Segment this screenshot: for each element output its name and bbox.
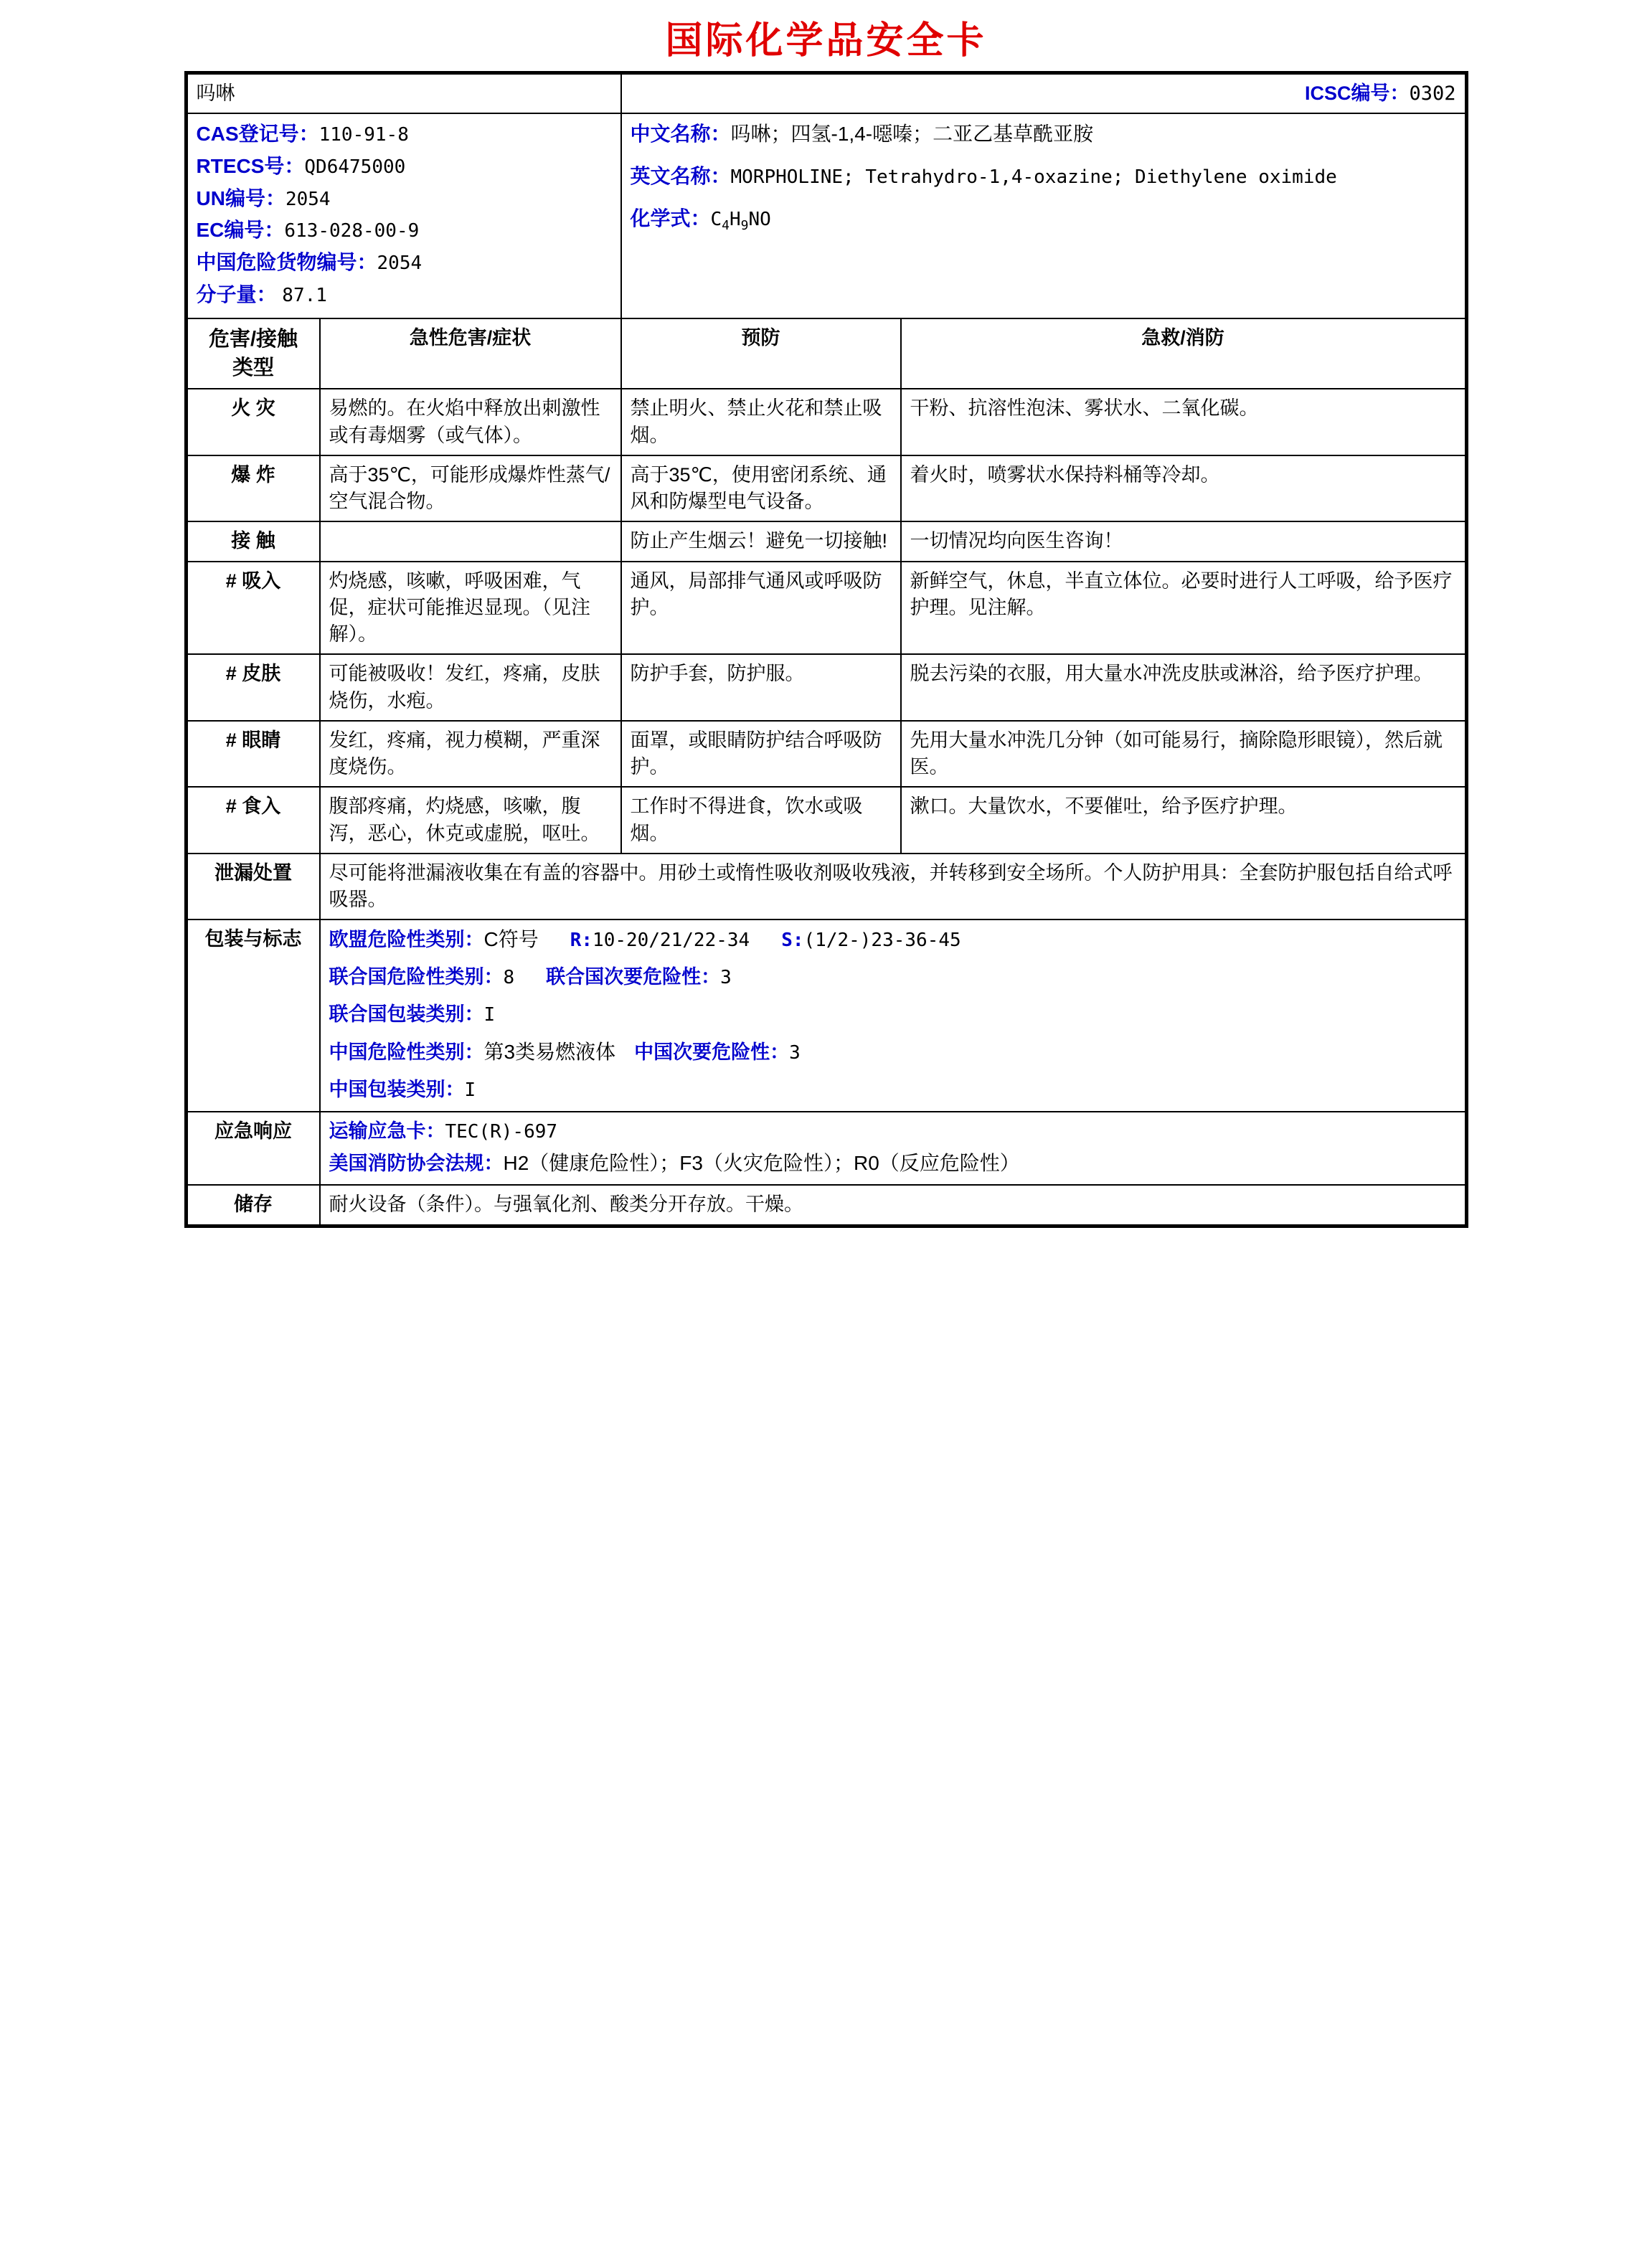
table-row bbox=[187, 787, 1465, 854]
english-name-label: 英文名称： bbox=[630, 164, 731, 187]
packaging-line-un bbox=[329, 964, 1456, 991]
rtecs-row bbox=[197, 152, 612, 181]
cell-emergency bbox=[320, 1112, 1465, 1186]
cn-subrisk-value: 3 bbox=[789, 1042, 801, 1064]
molecular-weight-value: 87.1 bbox=[282, 284, 327, 306]
china-dangerous-goods-value: 2054 bbox=[377, 252, 423, 274]
packaging-row bbox=[187, 920, 1465, 1111]
row-label-storage: 储存 bbox=[187, 1185, 320, 1224]
cell-explosion-prevention: 高于35℃，使用密闭系统、通风和防爆型电气设备。 bbox=[621, 455, 901, 522]
icsc-number: 0302 bbox=[1409, 82, 1456, 105]
table-row bbox=[187, 721, 1465, 788]
row-label-fire: 火 灾 bbox=[187, 389, 320, 455]
row-label-exposure: 接 触 bbox=[187, 521, 320, 561]
cell-ingestion-acute: 腹部疼痛，灼烧感，咳嗽，腹泻，恶心，休克或虚脱，呕吐。 bbox=[320, 787, 621, 854]
col-header-type-line1: 危害/接触 bbox=[208, 328, 298, 351]
eu-class-value: C符号 bbox=[483, 928, 539, 951]
cell-exposure-prevention: 防止产生烟云！避免一切接触! bbox=[621, 521, 901, 561]
tec-value: TEC(R)-697 bbox=[445, 1120, 558, 1143]
emergency-line-tec bbox=[329, 1118, 1456, 1145]
cell-skin-firstaid: 脱去污染的衣服，用大量水冲洗皮肤或淋浴，给予医疗护理。 bbox=[901, 654, 1465, 721]
formula-row bbox=[631, 204, 1456, 235]
storage-row bbox=[187, 1185, 1465, 1224]
cell-inhalation-acute: 灼烧感，咳嗽，呼吸困难，气促，症状可能推迟显现。（见注解）。 bbox=[320, 562, 621, 655]
emergency-row bbox=[187, 1112, 1465, 1186]
row-label-packaging: 包装与标志 bbox=[187, 920, 320, 1111]
cell-ingestion-firstaid: 漱口。大量饮水，不要催吐，给予医疗护理。 bbox=[901, 787, 1465, 854]
eu-s-value: (1/2-)23-36-45 bbox=[803, 930, 961, 952]
china-dangerous-goods-label: 中国危险货物编号： bbox=[196, 251, 377, 273]
packaging-line-un-group bbox=[329, 1001, 1456, 1029]
cell-inhalation-firstaid: 新鲜空气，休息，半直立体位。必要时进行人工呼吸，给予医疗护理。见注解。 bbox=[901, 562, 1465, 655]
nfpa-value: H2（健康危险性）；F3（火灾危险性）；R0（反应危险性） bbox=[503, 1151, 1020, 1174]
ec-row bbox=[197, 216, 612, 245]
row-label-explosion: 爆 炸 bbox=[187, 455, 320, 522]
un-row bbox=[197, 184, 612, 214]
cell-eyes-prevention: 面罩，或眼睛防护结合呼吸防护。 bbox=[621, 721, 901, 788]
cell-explosion-firstaid: 着火时，喷雾状水保持料桶等冷却。 bbox=[901, 455, 1465, 522]
chinese-name-value: 吗啉；四氢-1,4-噁嗪；二亚乙基草酰亚胺 bbox=[730, 123, 1094, 146]
row-label-emergency: 应急响应 bbox=[187, 1112, 320, 1186]
cell-fire-firstaid: 干粉、抗溶性泡沫、雾状水、二氧化碳。 bbox=[901, 389, 1465, 455]
table-row bbox=[187, 521, 1465, 561]
un-class-value: 8 bbox=[503, 967, 515, 989]
eu-r-label: R: bbox=[570, 930, 593, 952]
cell-fire-prevention: 禁止明火、禁止火花和禁止吸烟。 bbox=[621, 389, 901, 455]
china-dangerous-goods-row bbox=[197, 248, 612, 278]
packaging-line-cn-group bbox=[329, 1077, 1456, 1104]
rtecs-value: QD6475000 bbox=[304, 156, 406, 178]
cell-exposure-firstaid: 一切情况均向医生咨询！ bbox=[901, 521, 1465, 561]
formula-label: 化学式： bbox=[630, 207, 711, 230]
row-label-skin: # 皮肤 bbox=[187, 654, 320, 721]
emergency-line-nfpa bbox=[329, 1150, 1456, 1178]
un-packgroup-value: I bbox=[483, 1004, 496, 1026]
cell-eyes-acute: 发红，疼痛，视力模糊，严重深度烧伤。 bbox=[320, 721, 621, 788]
cell-inhalation-prevention: 通风，局部排气通风或呼吸防护。 bbox=[621, 562, 901, 655]
page-title: 国际化学品安全卡 bbox=[665, 19, 987, 62]
identification-row bbox=[187, 113, 1465, 318]
col-header-firstaid: 急救/消防 bbox=[901, 318, 1465, 389]
cell-storage-text: 耐火设备（条件）。与强氧化剂、酸类分开存放。干燥。 bbox=[320, 1185, 1465, 1224]
cell-fire-acute: 易燃的。在火焰中释放出刺激性或有毒烟雾（或气体）。 bbox=[320, 389, 621, 455]
nfpa-label: 美国消防协会法规： bbox=[329, 1152, 504, 1174]
cell-ingestion-prevention: 工作时不得进食，饮水或吸烟。 bbox=[621, 787, 901, 854]
english-name-row bbox=[631, 162, 1456, 192]
eu-r-value: 10-20/21/22-34 bbox=[593, 930, 750, 952]
col-header-prevention: 预防 bbox=[621, 318, 901, 389]
molecular-weight-row bbox=[197, 280, 612, 310]
cell-skin-prevention: 防护手套，防护服。 bbox=[621, 654, 901, 721]
row-label-eyes: # 眼睛 bbox=[187, 721, 320, 788]
cn-subrisk-label: 中国次要危险性： bbox=[634, 1041, 790, 1064]
table-row bbox=[187, 455, 1465, 522]
cn-packgroup-label: 中国包装类别： bbox=[329, 1078, 465, 1100]
un-packgroup-label: 联合国包装类别： bbox=[329, 1003, 484, 1026]
substance-name: 吗啉 bbox=[187, 74, 621, 113]
un-class-label: 联合国危险性类别： bbox=[329, 966, 504, 988]
rtecs-label: RTECS号： bbox=[196, 154, 305, 177]
ec-value: 613-028-00-9 bbox=[284, 220, 420, 242]
cell-explosion-acute: 高于35℃，可能形成爆炸性蒸气/空气混合物。 bbox=[320, 455, 621, 522]
cn-class-label: 中国危险性类别： bbox=[329, 1041, 484, 1064]
un-subrisk-label: 联合国次要危险性： bbox=[546, 966, 721, 988]
column-header-row bbox=[187, 318, 1465, 389]
spill-row bbox=[187, 854, 1465, 920]
eu-class-label: 欧盟危险性类别： bbox=[329, 929, 484, 951]
cell-spill-text: 尽可能将泄漏液收集在有盖的容器中。用砂土或惰性吸收剂吸收残液，并转移到安全场所。个人防护用具：全套防护服包括自给式呼吸器。 bbox=[320, 854, 1465, 920]
cn-packgroup-value: I bbox=[464, 1079, 476, 1101]
eu-s-label: S: bbox=[781, 930, 804, 952]
table-row bbox=[187, 654, 1465, 721]
cell-exposure-acute bbox=[320, 521, 621, 561]
ec-label: EC编号： bbox=[196, 219, 285, 242]
icsc-label: ICSC编号： bbox=[1304, 82, 1410, 104]
header-row bbox=[187, 74, 1465, 113]
un-label: UN编号： bbox=[196, 186, 285, 209]
row-label-spill: 泄漏处置 bbox=[187, 854, 320, 920]
packaging-line-cn bbox=[329, 1039, 1456, 1067]
row-label-ingestion: # 食入 bbox=[187, 787, 320, 854]
cell-eyes-firstaid: 先用大量水冲洗几分钟（如可能易行，摘除隐形眼镜），然后就医。 bbox=[901, 721, 1465, 788]
chinese-name-row bbox=[631, 120, 1456, 149]
cas-row bbox=[197, 120, 612, 149]
identification-left bbox=[187, 113, 621, 318]
chinese-name-label: 中文名称： bbox=[630, 123, 731, 146]
cell-packaging bbox=[320, 920, 1465, 1111]
row-label-inhalation: # 吸入 bbox=[187, 562, 320, 655]
un-subrisk-value: 3 bbox=[720, 967, 732, 989]
un-value: 2054 bbox=[285, 188, 331, 210]
formula-value: $C_4H_9NO$ bbox=[710, 208, 771, 233]
col-header-type bbox=[187, 318, 320, 389]
cas-label: CAS登记号： bbox=[196, 123, 319, 146]
molecular-weight-label: 分子量： bbox=[196, 283, 277, 306]
cas-value: 110-91-8 bbox=[318, 124, 409, 146]
cn-class-value: 第3类易燃液体 bbox=[483, 1041, 616, 1064]
identification-right bbox=[621, 113, 1465, 318]
col-header-type-line2: 类型 bbox=[232, 356, 274, 380]
icsc-number-cell bbox=[621, 74, 1465, 113]
icsc-card bbox=[184, 71, 1468, 1228]
table-row bbox=[187, 389, 1465, 455]
packaging-line-eu bbox=[329, 926, 1456, 954]
tec-label: 运输应急卡： bbox=[329, 1120, 445, 1142]
cell-skin-acute: 可能被吸收！发红，疼痛，皮肤烧伤，水疱。 bbox=[320, 654, 621, 721]
table-row bbox=[187, 562, 1465, 655]
english-name-value: MORPHOLINE; Tetrahydro-1,4-oxazine; Diethylene oximide bbox=[730, 166, 1337, 188]
icsc-table bbox=[187, 73, 1466, 1226]
col-header-acute: 急性危害/症状 bbox=[320, 318, 621, 389]
